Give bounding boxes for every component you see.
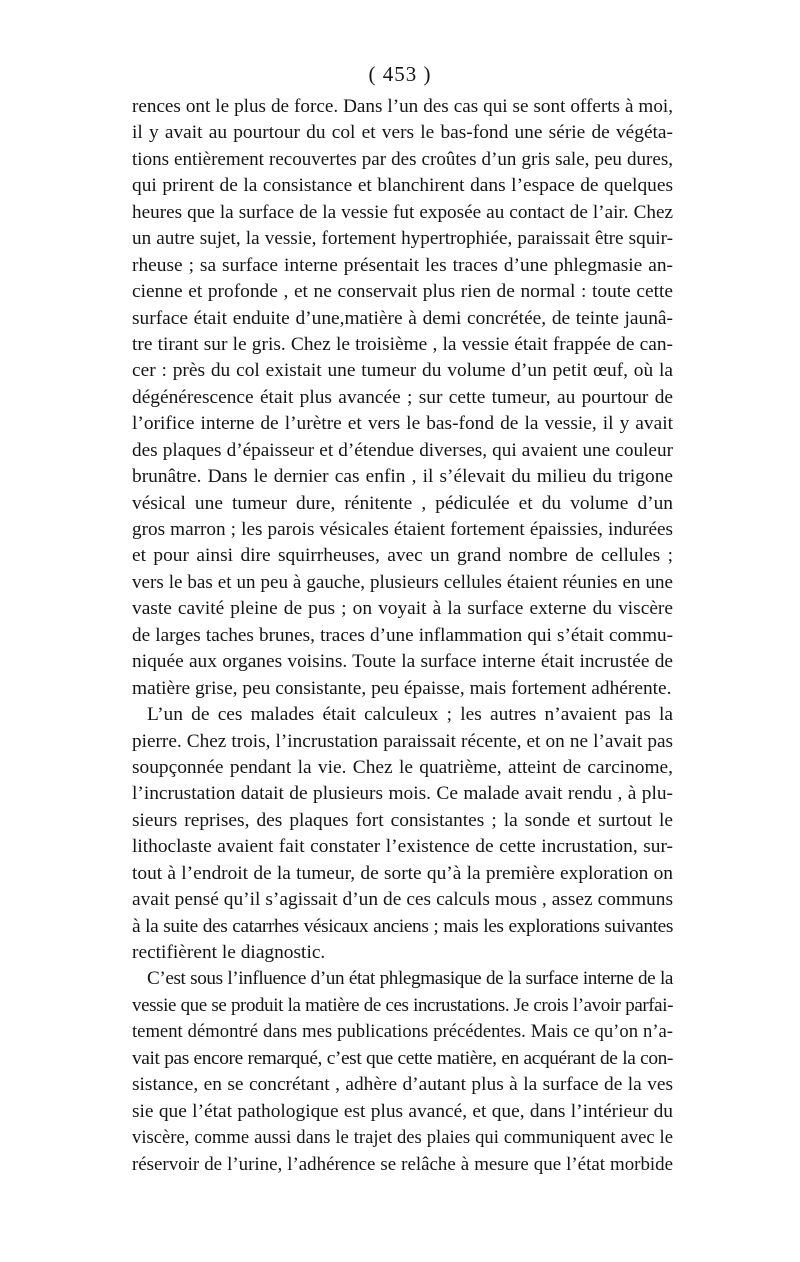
text-line: sistance, en se concrétant , adhère d’autant plus à la surface de la ves <box>132 1074 673 1096</box>
text-line: vait pas encore remarqué, c’est que cette matière, en acquérant de la con- <box>132 1047 673 1069</box>
text-line: gros marron ; les parois vésicales étaient fortement épaissies, indurées <box>132 519 673 540</box>
text-line: l’incrustation datait de plusieurs mois. Ce malade avait rendu , à plu- <box>132 783 673 805</box>
text-line: vessie que se produit la matière de ces incrustations. Je crois l’avoir parfai- <box>132 994 673 1016</box>
text-line: à la suite des catarrhes vésicaux anciens ; mais les explorations suivantes <box>132 915 673 937</box>
text-line: de larges taches brunes, traces d’une inflammation qui s’était commu- <box>132 624 673 646</box>
text-line: réservoir de l’urine, l’adhérence se relâche à mesure que l’état morbide <box>132 1153 673 1175</box>
text-line: qui prirent de la consistance et blanchirent dans l’espace de quelques <box>132 175 673 197</box>
text-line: tre tirant sur le gris. Chez le troisième , la vessie était frappée de can- <box>132 333 673 355</box>
text-line: tions entièrement recouvertes par des croûtes d’un gris sale, peu dures, <box>132 148 673 170</box>
text-line: soupçonnée pendant la vie. Chez le quatrième, atteint de carcinome, <box>132 756 673 778</box>
paragraph-start-line: L’un de ces malades était calculeux ; les autres n’avaient pas la <box>147 704 673 726</box>
text-line: rheuse ; sa surface interne présentait les traces d’une phlegmasie an- <box>132 254 673 276</box>
text-line: viscère, comme aussi dans le trajet des plaies qui communiquent avec le <box>132 1127 673 1149</box>
text-line: pierre. Chez trois, l’incrustation paraissait récente, et on ne l’avait pas <box>132 730 673 752</box>
text-line: vers le bas et un peu à gauche, plusieurs cellules étaient réunies en une <box>132 571 673 593</box>
text-line: sie que l’état pathologique est plus avancé, et que, dans l’intérieur du <box>132 1100 673 1122</box>
text-line: cienne et profonde , et ne conservait plus rien de normal : toute cette <box>132 281 673 303</box>
text-line: tout à l’endroit de la tumeur, de sorte qu’à la première exploration on <box>132 862 673 884</box>
text-line: il y avait au pourtour du col et vers le bas-fond une série de végéta- <box>132 122 673 144</box>
paragraph-end-line: matière grise, peu consistante, peu épaisse, mais fortement adhérente. <box>132 677 672 699</box>
text-line: cer : près du col existait une tumeur du volume d’un petit œuf, où la <box>132 360 673 382</box>
paragraph-end-line: rectifièrent le diagnostic. <box>132 942 326 963</box>
text-line: brunâtre. Dans le dernier cas enfin , il s’élevait du milieu du trigone <box>132 466 673 488</box>
text-line: vaste cavité pleine de pus ; on voyait à la surface externe du viscère <box>132 598 673 620</box>
text-line: des plaques d’épaisseur et d’étendue diverses, qui avaient une couleur <box>132 439 673 461</box>
text-line: vésical une tumeur dure, rénitente , pédiculée et du volume d’un <box>132 492 673 514</box>
text-line: lithoclaste avaient fait constater l’existence de cette incrustation, sur- <box>132 836 673 858</box>
text-line: sieurs reprises, des plaques fort consistantes ; la sonde et surtout le <box>132 809 673 831</box>
text-line: l’orifice interne de l’urètre et vers le bas-fond de la vessie, il y avait <box>132 413 673 435</box>
text-line: niquée aux organes voisins. Toute la surface interne était incrustée de <box>132 651 673 673</box>
body-text <box>132 94 673 1178</box>
text-line: tement démontré dans mes publications précédentes. Mais ce qu’on n’a- <box>132 1021 673 1043</box>
text-line: heures que la surface de la vessie fut exposée au contact de l’air. Chez <box>132 201 673 223</box>
text-line: surface était enduite d’une,matière à demi concrétée, de teinte jaunâ- <box>132 307 673 329</box>
paragraph-start-line: C’est sous l’influence d’un état phlegmasique de la surface interne de la <box>147 968 673 990</box>
text-line: dégénérescence était plus avancée ; sur cette tumeur, au pourtour de <box>132 386 673 408</box>
page-number: ( 453 ) <box>368 62 432 86</box>
text-line: un autre sujet, la vessie, fortement hypertrophiée, paraissait être squir- <box>132 228 673 250</box>
text-line: avait pensé qu’il s’agissait d’un de ces calculs mous , assez communs <box>132 889 673 911</box>
text-line: et pour ainsi dire squirrheuses, avec un grand nombre de cellules ; <box>132 545 673 567</box>
text-line: rences ont le plus de force. Dans l’un des cas qui se sont offerts à moi, <box>132 96 673 117</box>
